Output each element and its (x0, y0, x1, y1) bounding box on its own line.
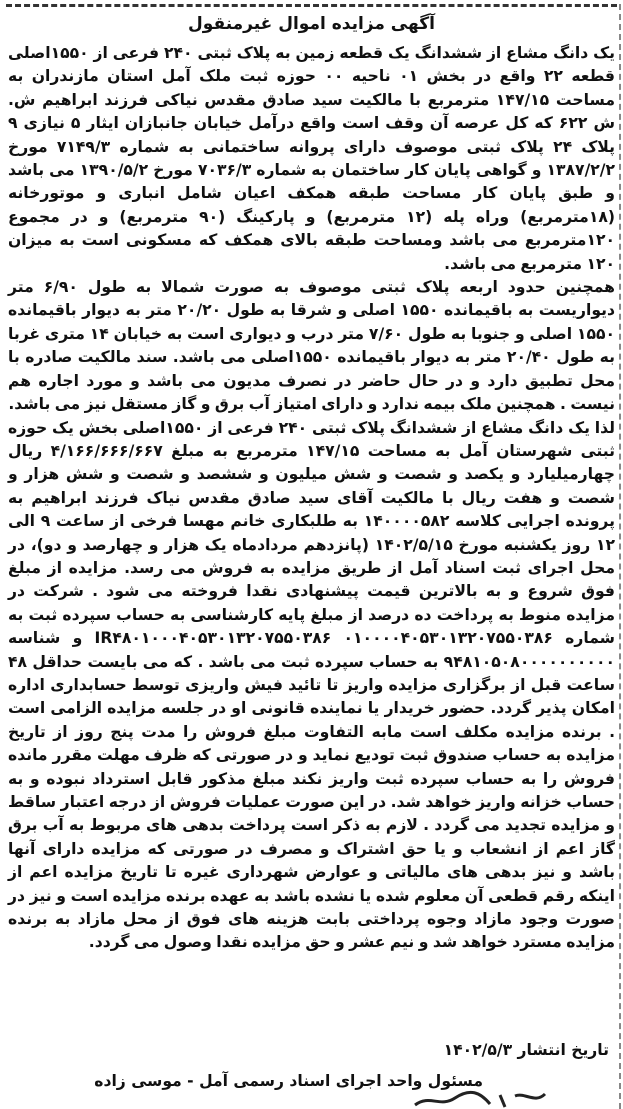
notice-title: آگهی مزایده اموال غیرمنقول (188, 14, 435, 34)
paragraph-boundaries: همچنین حدود اربعه پلاک ثبتی موصوف به صورت شمالا به طول ۶/۹۰ متر دیواریست به باقیمانده ۱۵۵۰ اصلی و شرقا به طول ۲۰/۲۰ متر به دیوار باقیمانده ۱۵۵۰ اصلی و جنوبا به طول ۷/۶۰ متر درب و دیواری است به خیابان ۱۴ متری غربا به طول ۲۰/۴۰ متر به دیوار باقیمانده ۱۵۵۰اصلی می باشد. سند مالکیت صادره با محل تطبیق دارد و در حال حاضر در نصرف مدیون می باشد و مورد اجاره هم نیست . همچنین ملک بیمه ندارد و دارای امتیاز آب برق و گاز مستقل نیز می باشد. (8, 278, 615, 414)
handwritten-mark (410, 1090, 550, 1109)
paragraph-property-description: یک دانگ مشاع از ششدانگ یک قطعه زمین به پلاک ثبتی ۲۴۰ فرعی از ۱۵۵۰اصلی قطعه ۲۲ واقع در بخش ۰۱ ناحیه ۰۰ حوزه ثبت ملک آمل استان مازندران به مساحت ۱۴۷/۱۵ مترمربع با مالکیت سید صادق مقدس نیاکی فرزند ابراهیم ش. ش ۶۲۲ که کل عرصه آن وقف است واقع درآمل خیابان جانبازان ایثار ۵ نیازی ۹ پلاک ۲۴ پلاک ثبتی موصوف دارای پروانه ساختمانی به شماره ۷۱۴۹/۳ مورخ ۱۳۸۷/۲/۲ و گواهی پایان کار ساختمان به شماره ۷۰۳۶/۳ مورخ ۱۳۹۰/۵/۲ می باشد و طبق پایان کار مساحت طبقه همکف اعیان شامل انباری و موتورخانه (۱۸مترمربع) وراه پله (۱۲ مترمربع) و پارکینگ (۹۰ مترمربع) و در مجموع ۱۲۰مترمربع می باشد ومساحت طبقه بالای همکف که مسکونی است به میزان ۱۲۰ مترمربع می باشد. (8, 44, 616, 273)
publish-date: تاریخ انتشار ۱۴۰۲/۵/۳ (443, 1041, 609, 1059)
paragraph-auction-terms: لذا یک دانگ مشاع از ششدانگ پلاک ثبتی ۲۴۰ فرعی از ۱۵۵۰اصلی بخش یک حوزه ثبتی شهرستان آمل به مساحت ۱۴۷/۱۵ مترمربع به مبلغ ۴/۱۶۶/۶۶۶/۶۶۷ ریال چهارمیلیارد و یکصد و شصت و شش میلیون و ششصد و شصت و شش هزار و شصت و هفت ریال با مالکیت آقای سید صادق مقدس نیاک فرزند ابراهیم به پرونده اجرایی کلاسه ۱۴۰۰۰۰۵۸۲ به طلبکاری خانم مهسا فرخی از ساعت ۹ الی ۱۲ روز یکشنبه مورخ ۱۴۰۲/۵/۱۵ (پانزدهم مردادماه یک هزار و چهارصد و دو)، در محل اجرای ثبت اسناد آمل از طریق مزایده به فروش می رسد. مزایده از مبلغ فوق شروع و به بالاترین قیمت پیشنهادی نقدا فروخته می شود . شرکت در مزایده منوط به پرداخت ده درصد از مبلغ پایه کارشناسی به حساب سپرده ثبت به شماره ۰۱۰۰۰۰۴۰۵۳۰۱۳۲۰۷۵۵۰۳۸۶ IR۴۸۰۱۰۰۰۴۰۵۳۰۱۳۲۰۷۵۵۰۳۸۶ و شناسه ۹۴۸۱۰۵۰۸۰۰۰۰۰۰۰۰۰۰ به حساب سپرده ثبت می باشد . که می بایست حداقل ۴۸ ساعت قبل از برگزاری مزایده واریز تا تائید فیش واریزی توسط حسابداری اداره امکان پذیر گردد. حضور خریدار یا نماینده قانونی او در جلسه مزایده الزامی است . برنده مزایده مکلف است مابه التفاوت مبلغ فروش را مدت پنج روز از تاریخ مزایده به حساب صندوق ثبت تودیع نماید و در صورتی که ظرف مهلت مقرر مانده فروش را به حساب سپرده ثبت واریز نکند مبلغ مذکور قابل استرداد نبوده و به حساب خزانه واریز خواهد شد. در این صورت عملیات فروش از درجه اعتبار ساقط و مزایده تجدید می گردد . لازم به ذکر است پرداخت بدهی های مربوط به آب برق گاز اعم از انشعاب و یا حق اشتراک و مصرف در صورتی که مزایده دارای آنها باشد و نیز بدهی های مالیاتی و عوارض شهرداری غیره تا تاریخ مزایده اعم از اینکه رقم قطعی آن معلوم شده یا نشده باشد به عهده برنده مزایده است و نیز در صورت وجود مازاد وجوه پرداختی بابت هزینه های فوق از محل مازاد به برنده مزایده مسترد خواهد شد و نیم عشر و حق مزایده نقدا وصول می گردد. (8, 418, 616, 952)
side-dashed-border (619, 4, 621, 1109)
signature-line: مسئول واحد اجرای اسناد رسمی آمل - موسی زاده (94, 1072, 483, 1090)
top-dashed-border (6, 4, 617, 7)
notice-body (8, 42, 615, 955)
